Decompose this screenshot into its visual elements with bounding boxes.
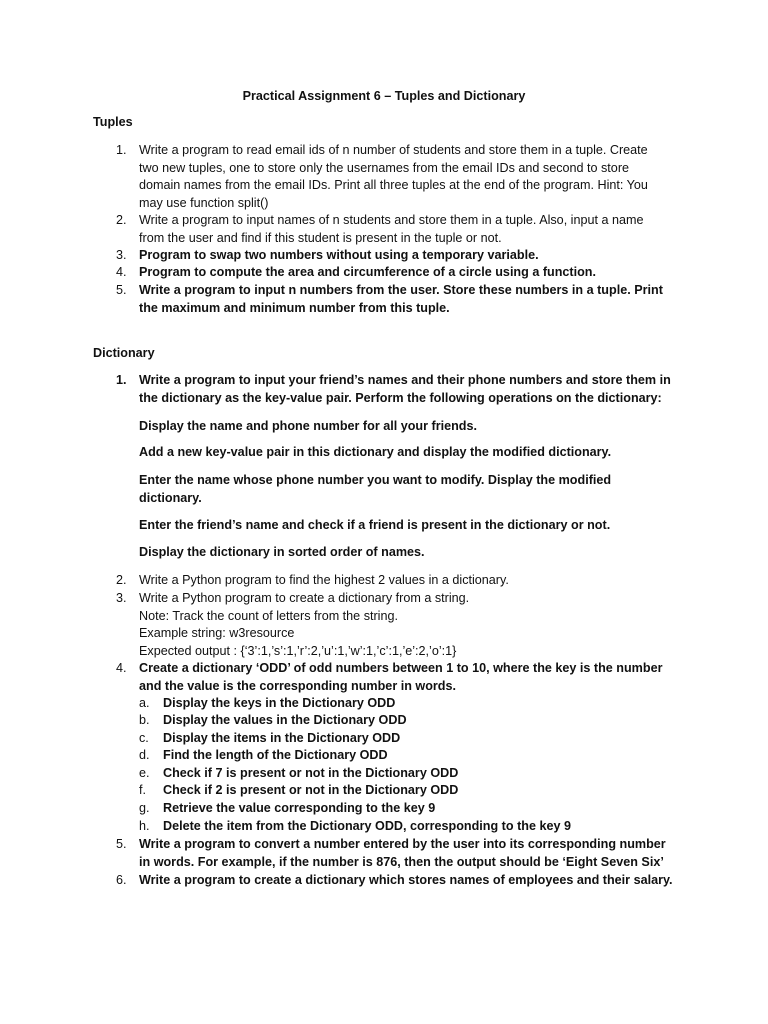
sub-item-letter: c.	[139, 731, 149, 745]
item-text-line: may use function split()	[139, 195, 269, 210]
sub-item-letter: a.	[139, 696, 150, 710]
sub-item-g	[139, 800, 679, 818]
sub-item-d	[139, 747, 679, 765]
item-number: 4.	[116, 661, 127, 675]
sub-item-text: Display the keys in the Dictionary ODD	[163, 696, 396, 710]
item-number: 5.	[116, 837, 127, 851]
sub-item-h	[139, 818, 679, 836]
item-number: 3.	[116, 248, 127, 262]
sub-item-letter: g.	[139, 801, 150, 815]
item-number: 1.	[116, 373, 127, 387]
dictionary-item-6	[116, 872, 676, 890]
operation-text-line: Display the name and phone number for all your friends.	[139, 419, 477, 433]
tuples-item-4	[116, 264, 676, 282]
dictionary-item-4	[116, 660, 676, 695]
dictionary-item-1	[116, 372, 676, 407]
dictionary-item-1-operation	[139, 444, 679, 462]
item-number: 2.	[116, 573, 127, 587]
item-text-line: Write a Python program to create a dictionary from a string.	[139, 591, 470, 605]
item-text-line: from the user and find if this student is present in the tuple or not.	[139, 230, 502, 245]
tuples-item-1	[116, 142, 676, 212]
item-text-line: Write a program to input n numbers from the user. Store these numbers in a tuple. Print	[139, 283, 663, 297]
dictionary-item-3	[116, 590, 676, 660]
sub-item-letter: f.	[139, 783, 146, 797]
operation-text-line: dictionary.	[139, 490, 202, 505]
item-text-line: the maximum and minimum number from this tuple.	[139, 300, 450, 315]
dictionary-item-1-operation	[139, 472, 679, 507]
item-text-line: in words. For example, if the number is 876, then the output should be ‘Eight Seven Six’	[139, 854, 664, 869]
dictionary-item-2	[116, 572, 676, 590]
sub-item-text: Retrieve the value corresponding to the key 9	[163, 801, 436, 815]
item-text-line: Program to compute the area and circumference of a circle using a function.	[139, 265, 596, 279]
operation-text-line: Add a new key-value pair in this dictionary and display the modified dictionary.	[139, 445, 612, 459]
operation-text-line: Enter the name whose phone number you want to modify. Display the modified	[139, 473, 612, 487]
item-text-line: and the value is the corresponding number in words.	[139, 678, 456, 693]
sub-item-text: Check if 7 is present or not in the Dictionary ODD	[163, 766, 459, 780]
section-heading-dictionary: Dictionary	[93, 346, 155, 360]
item-number: 2.	[116, 213, 127, 227]
sub-item-letter: h.	[139, 819, 150, 833]
item-text-line: domain names from the email IDs. Print all three tuples at the end of the program. Hint: You	[139, 178, 648, 192]
dictionary-item-1-operation	[139, 418, 679, 436]
dictionary-item-5	[116, 836, 676, 871]
sub-item-letter: e.	[139, 766, 150, 780]
sub-item-letter: b.	[139, 713, 150, 727]
item-number: 4.	[116, 265, 127, 279]
item-text-line: Program to swap two numbers without using a temporary variable.	[139, 248, 539, 262]
sub-item-b	[139, 712, 679, 730]
item-number: 3.	[116, 591, 127, 605]
tuples-item-5	[116, 282, 676, 317]
dictionary-item-1-operation	[139, 517, 679, 535]
item-number: 6.	[116, 873, 127, 887]
sub-item-text: Delete the item from the Dictionary ODD, corresponding to the key 9	[163, 819, 571, 833]
item-text-line: Write a program to create a dictionary which stores names of employees and their salary.	[139, 873, 673, 887]
item-text-line: Write a Python program to find the highest 2 values in a dictionary.	[139, 573, 509, 587]
tuples-item-3	[116, 247, 676, 265]
tuples-item-2	[116, 212, 676, 247]
item-number: 1.	[116, 143, 127, 157]
item-text-line: Write a program to read email ids of n number of students and store them in a tuple. Create	[139, 143, 648, 157]
item-text-line: Write a program to convert a number entered by the user into its corresponding number	[139, 837, 666, 851]
sub-item-text: Check if 2 is present or not in the Dictionary ODD	[163, 783, 459, 797]
sub-item-text: Display the values in the Dictionary ODD	[163, 713, 407, 727]
item-text-line: Expected output : {‘3’:1,’s’:1,’r’:2,’u’:1,’w’:1,’c’:1,’e’:2,’o’:1}	[139, 643, 457, 658]
sub-item-text: Display the items in the Dictionary ODD	[163, 731, 401, 745]
item-text-line: two new tuples, one to store only the usernames from the email IDs and second to store	[139, 160, 630, 175]
section-heading-tuples: Tuples	[93, 115, 133, 129]
dictionary-item-1-operation	[139, 544, 679, 562]
sub-item-text: Find the length of the Dictionary ODD	[163, 748, 388, 762]
item-text-line: Write a program to input your friend’s names and their phone numbers and store them in	[139, 373, 671, 387]
sub-item-letter: d.	[139, 748, 150, 762]
sub-item-c	[139, 730, 679, 748]
item-text-line: Create a dictionary ‘ODD’ of odd numbers between 1 to 10, where the key is the number	[139, 661, 663, 675]
sub-item-a	[139, 695, 679, 713]
sub-item-f	[139, 782, 679, 800]
operation-text-line: Enter the friend’s name and check if a friend is present in the dictionary or not.	[139, 518, 611, 532]
item-text-line: Note: Track the count of letters from the string.	[139, 608, 398, 623]
item-number: 5.	[116, 283, 127, 297]
document-title: Practical Assignment 6 – Tuples and Dictionary	[242, 89, 526, 103]
item-text-line: the dictionary as the key-value pair. Perform the following operations on the dictionary:	[139, 390, 662, 405]
item-text-line: Example string: w3resource	[139, 626, 295, 640]
item-text-line: Write a program to input names of n students and store them in a tuple. Also, input a name	[139, 213, 644, 227]
operation-text-line: Display the dictionary in sorted order of names.	[139, 545, 425, 559]
sub-item-e	[139, 765, 679, 783]
